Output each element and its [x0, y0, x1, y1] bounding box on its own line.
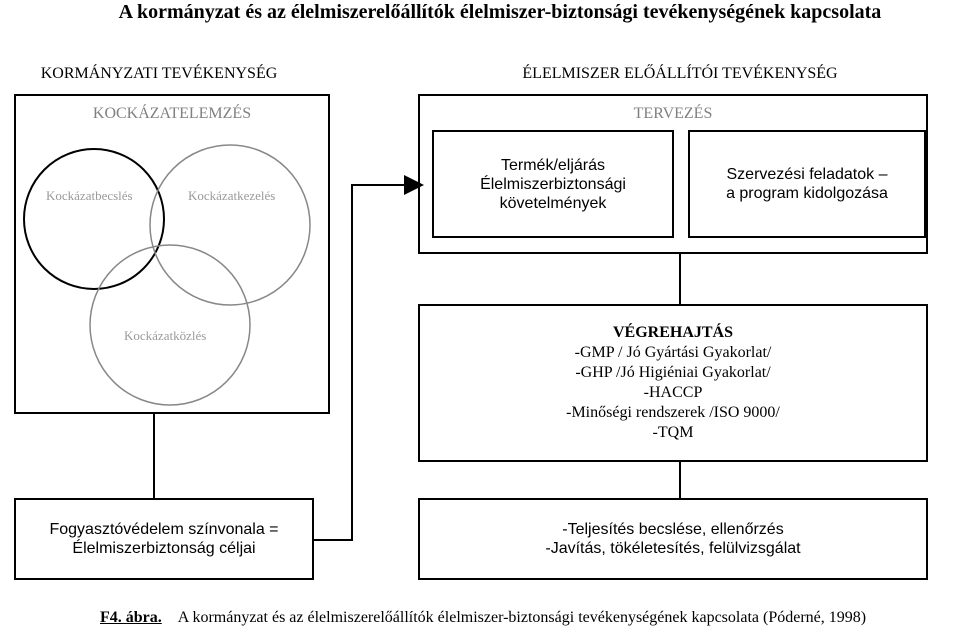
venn-label-risk-communication: Kockázatközlés [124, 328, 207, 343]
implementation-item-ghp: -GHP /Jó Higiéniai Gyakorlat/ [575, 364, 771, 381]
implementation-item-iso: -Minőségi rendszerek /ISO 9000/ [566, 404, 780, 421]
implementation-item-tqm: -TQM [652, 424, 694, 441]
venn-circle-risk-assessment [24, 149, 164, 289]
caption-label: F4. ábra. [100, 609, 162, 626]
implementation-item-gmp: -GMP / Jó Gyártási Gyakorlat/ [574, 344, 772, 361]
venn-circle-risk-communication [90, 245, 250, 405]
venn-label-risk-management: Kockázatkezelés [188, 188, 276, 203]
diagram-title: A kormányzat és az élelmiszerelőállítók élelmiszer-biztonsági tevékenységének kapcsolata [118, 1, 882, 23]
evaluation-box [418, 498, 928, 580]
risk-analysis-heading: KOCKÁZATELEMZÉS [92, 105, 252, 122]
planning-heading: TERVEZÉS [633, 105, 713, 122]
organizational-tasks-text: Szervezési feladatok – a program kidolgozása [726, 166, 888, 202]
consumer-protection-text: Fogyasztóvédelem színvonala = Élelmiszerbiztonság céljai [49, 521, 279, 557]
connector-to-product-box [314, 185, 422, 540]
organizational-tasks-box [688, 130, 926, 238]
venn-label-risk-assessment: Kockázatbecslés [46, 188, 133, 203]
venn-circle-risk-management [150, 145, 310, 305]
evaluation-text: -Teljesítés becslése, ellenőrzés -Javítás, tökéletesítés, felülvizsgálat [545, 521, 801, 557]
implementation-item-haccp: -HACCP [643, 384, 703, 401]
product-process-box [432, 130, 674, 238]
right-column-header: ÉLELMISZER ELŐÁLLÍTÓI TEVÉKENYSÉG [522, 65, 838, 82]
product-process-text: Termék/eljárás Élelmiszerbiztonsági követelmények [480, 156, 626, 212]
implementation-box [418, 304, 928, 462]
left-column-header: KORMÁNYZATI TEVÉKENYSÉG [40, 65, 278, 82]
figure-caption [0, 608, 960, 628]
implementation-heading: VÉGREHAJTÁS [612, 324, 734, 341]
consumer-protection-box [14, 498, 314, 580]
caption-text: A kormányzat és az élelmiszerelőállítók élelmiszer-biztonsági tevékenységének kapcsolata (Póderné, 1998) [177, 609, 867, 626]
